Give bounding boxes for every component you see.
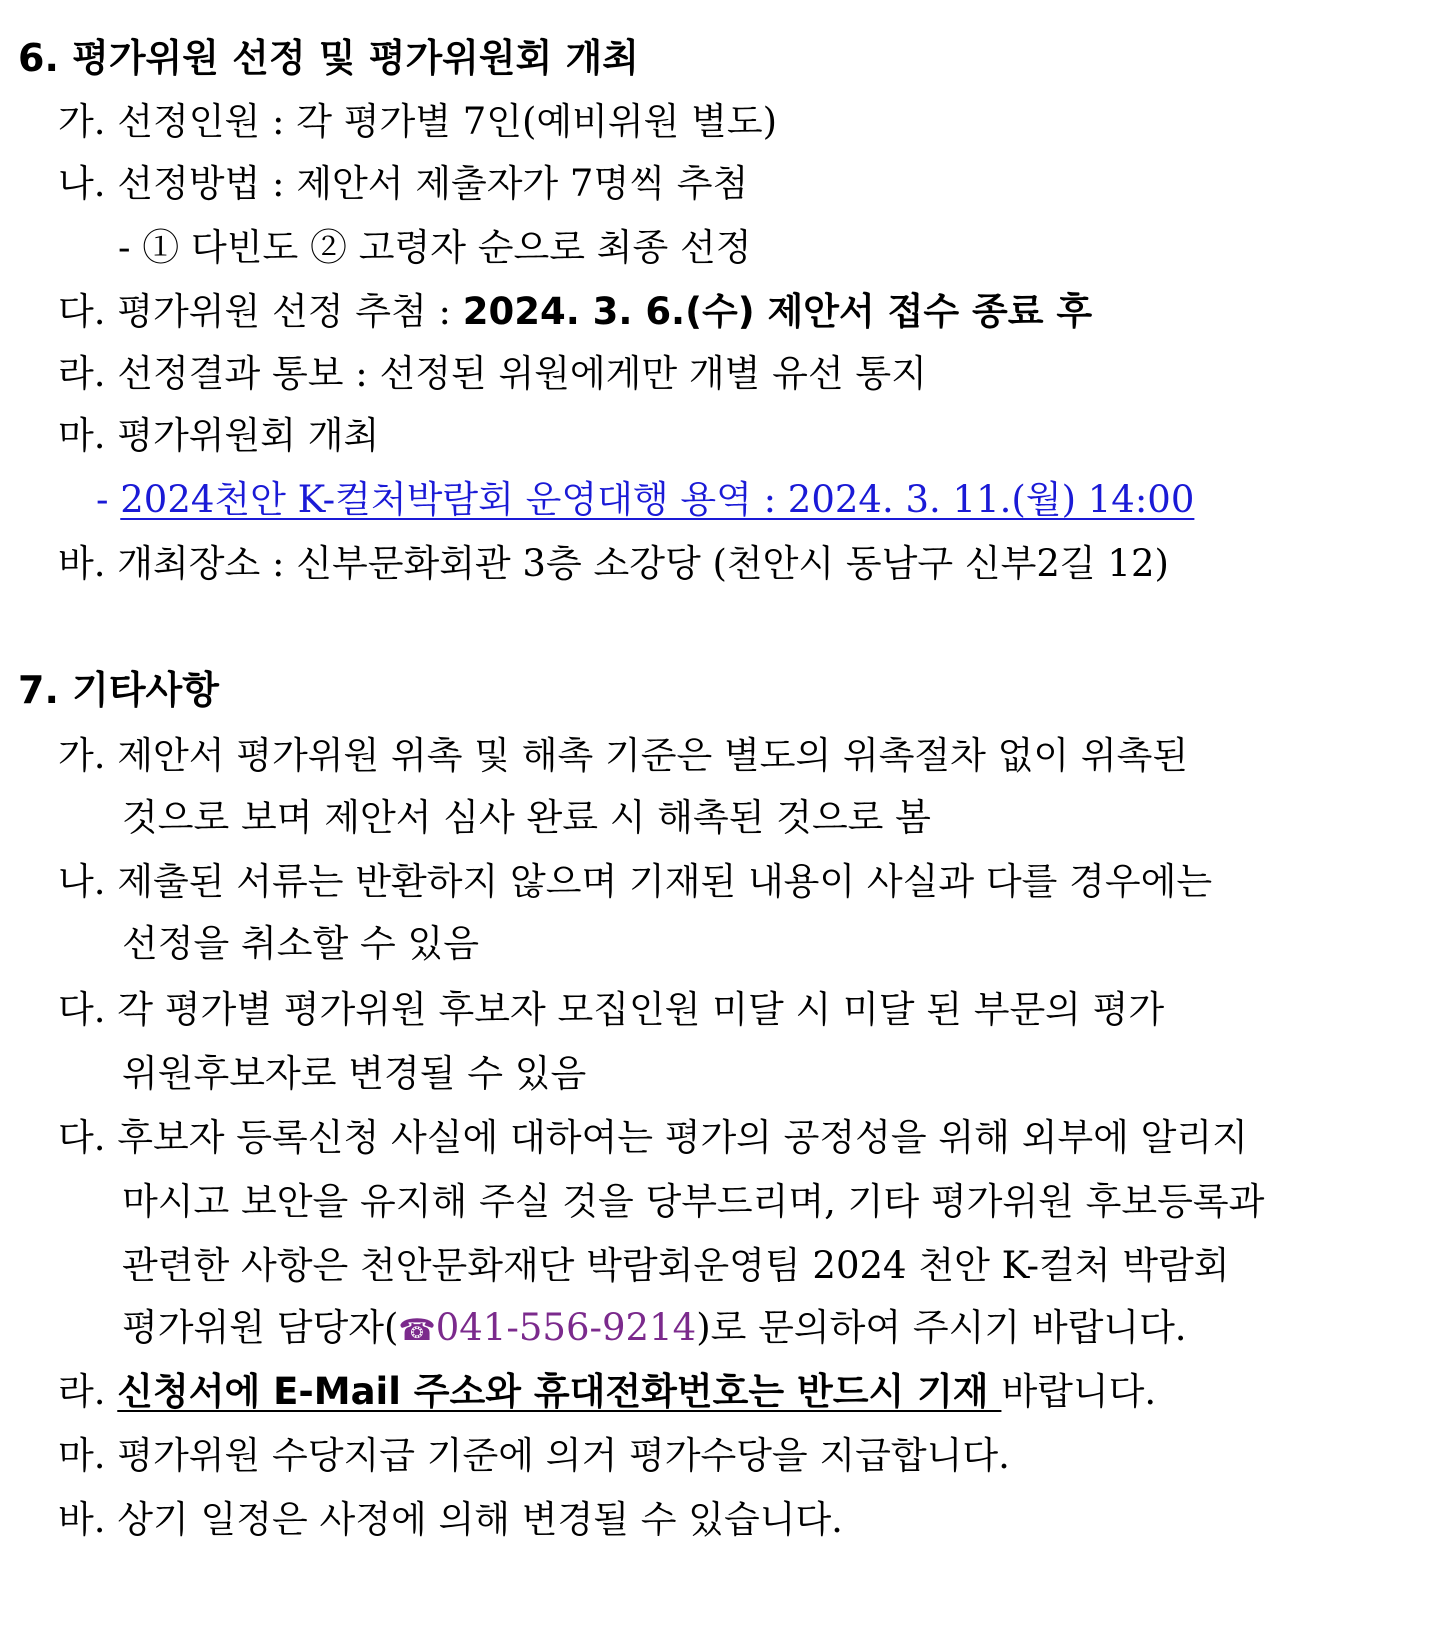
sec7-item-b-line1: 나. 제출된 서류는 반환하지 않으며 기재된 내용이 사실과 다를 경우에는	[58, 860, 1213, 903]
sec7-item-c-line2: 위원후보자로 변경될 수 있음	[122, 1052, 587, 1095]
sec7-item-e-label: 라.	[58, 1370, 118, 1413]
sec7-item-e	[58, 1370, 1156, 1414]
sec7-item-d-pre: 평가위원 담당자(	[122, 1306, 399, 1349]
sec7-item-d-line3: 관련한 사항은 천안문화재단 박람회운영팀 2024 천안 K-컬처 박람회	[122, 1244, 1230, 1287]
sec6-item-c-date: 2024. 3. 6.(수) 제안서 접수 종료 후	[462, 290, 1093, 333]
sec7-item-e-emphasis: 신청서에 E-Mail 주소와 휴대전화번호는 반드시 기재	[117, 1370, 1002, 1413]
sec6-item-e-dash: -	[96, 478, 121, 521]
sec7-item-d-line2: 마시고 보안을 유지해 주실 것을 당부드리며, 기타 평가위원 후보등록과	[122, 1180, 1265, 1223]
sec6-item-e-schedule: 2024천안 K-컬처박람회 운영대행 용역 : 2024. 3. 11.(월) 14:00	[120, 478, 1195, 521]
sec7-item-b-line2: 선정을 취소할 수 있음	[122, 922, 479, 965]
sec6-item-a: 가. 선정인원 : 각 평가별 7인(예비위원 별도)	[58, 100, 778, 143]
sec7-item-f: 마. 평가위원 수당지급 기준에 의거 평가수당을 지급합니다.	[58, 1434, 1010, 1477]
sec6-item-f: 바. 개최장소 : 신부문화회관 3층 소강당 (천안시 동남구 신부2길 12)	[58, 542, 1169, 585]
section-6-heading: 6. 평가위원 선정 및 평가위원회 개최	[18, 36, 639, 80]
sec6-item-e-sub	[96, 478, 1194, 522]
sec7-item-d-line1: 다. 후보자 등록신청 사실에 대하여는 평가의 공정성을 위해 외부에 알리지	[58, 1116, 1248, 1159]
sec6-item-c	[58, 290, 1092, 334]
section-7-heading: 7. 기타사항	[18, 668, 219, 712]
sec6-item-d: 라. 선정결과 통보 : 선정된 위원에게만 개별 유선 통지	[58, 352, 927, 395]
sec7-item-c-line1: 다. 각 평가별 평가위원 후보자 모집인원 미달 시 미달 된 부문의 평가	[58, 988, 1165, 1031]
sec6-item-b-sub: - ① 다빈도 ② 고령자 순으로 최종 선정	[118, 226, 752, 269]
telephone-icon: ☎	[398, 1313, 436, 1348]
sec7-item-d-line4	[122, 1306, 1187, 1353]
sec7-item-g: 바. 상기 일정은 사정에 의해 변경될 수 있습니다.	[58, 1498, 843, 1541]
sec6-item-e: 마. 평가위원회 개최	[58, 414, 380, 457]
sec6-item-c-label: 다. 평가위원 선정 추첨 :	[58, 290, 463, 333]
sec6-item-b: 나. 선정방법 : 제안서 제출자가 7명씩 추첨	[58, 162, 749, 205]
sec7-item-a-line1: 가. 제안서 평가위원 위촉 및 해촉 기준은 별도의 위촉절차 없이 위촉된	[58, 734, 1189, 777]
sec7-item-a-line2: 것으로 보며 제안서 심사 완료 시 해촉된 것으로 봄	[122, 796, 931, 839]
sec7-item-d-post: )로 문의하여 주시기 바랍니다.	[696, 1306, 1187, 1349]
sec7-item-e-post: 바랍니다.	[1001, 1370, 1157, 1413]
phone-number: 041-556-9214	[435, 1306, 697, 1349]
